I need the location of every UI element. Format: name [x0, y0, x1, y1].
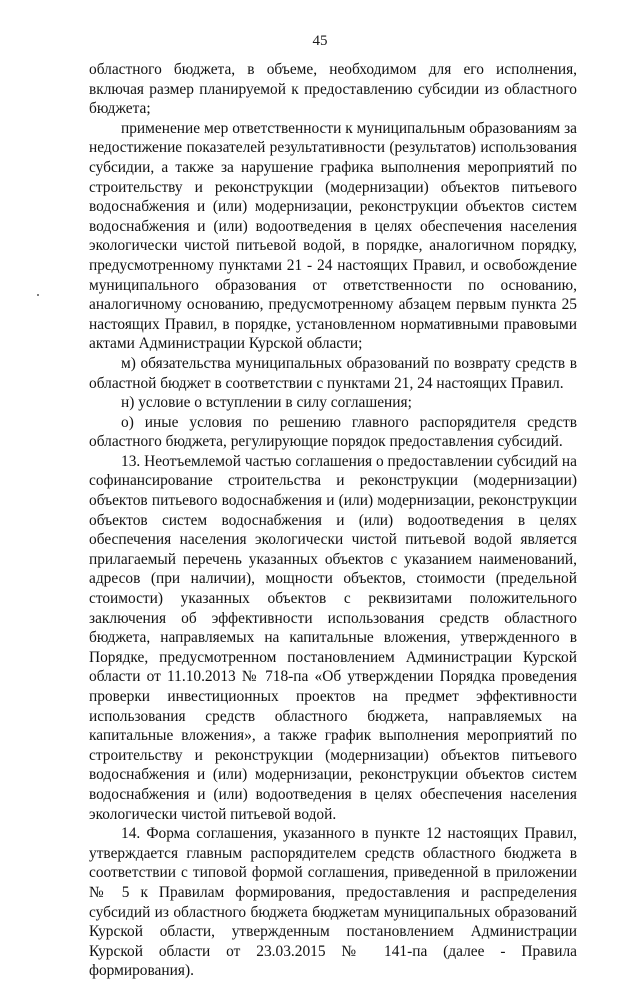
paragraph-responsibility-measures: применение мер ответственности к муниципальным образованиям за недостижение показателей результативности (результатов) использования субсидии, а также за нарушение графика выполнения мероприятий по строительству и реконструкции (модернизации) объектов питьевого водоснабжения и (или) модернизации, реконструкции объектов систем водоснабжения и (или) водоотведения в целях обеспечения населения экологически чистой питьевой водой, в порядке, аналогичном порядку, предусмотренному пунктами 21 - 24 настоящих Правил, и освобождение муниципального образования от ответственности по основанию, аналогичному основанию, предусмотренному абзацем первым пункта 25 настоящих Правил, в порядке, установленном нормативными правовыми актами Администрации Курской области; [89, 119, 577, 353]
paragraph-clause-14: 14. Форма соглашения, указанного в пункте 12 настоящих Правил, утверждается главным распорядителем средств областного бюджета в соответствии с типовой формой соглашения, приведенной в приложении № 5 к Правилам формирования, предоставления и распределения субсидий из областного бюджета бюджетам муниципальных образований Курской области, утвержденным постановлением Администрации Курской области от 23.03.2015 № 141-па (далее - Правила формирования). [89, 825, 577, 980]
document-body [89, 60, 577, 981]
paragraph-item-n: н) условие о вступлении в силу соглашения; [121, 394, 412, 412]
page-number: 45 [312, 33, 328, 49]
paragraph-item-m: м) обязательства муниципальных образований по возврату средств в областной бюджет в соответствии с пунктами 21, 24 настоящих Правил. [89, 354, 577, 392]
scan-dot-mark [37, 294, 39, 296]
paragraph-item-o: о) иные условия по решению главного распорядителя средств областного бюджета, регулирующие порядок предоставления субсидий. [89, 413, 577, 451]
paragraph-clause-13: 13. Неотъемлемой частью соглашения о предоставлении субсидий на софинансирование строительства и реконструкции (модернизации) объектов питьевого водоснабжения и (или) модернизации, реконструкции объектов систем водоснабжения и (или) водоотведения в целях обеспечения населения экологически чистой питьевой водой является прилагаемый перечень указанных объектов с указанием наименований, адресов (при наличии), мощности объектов, стоимости (предельной стоимости) указанных объектов с реквизитами положительного заключения об эффективности использования средств областного бюджета, направляемых на капитальные вложения, утвержденного в Порядке, предусмотренном постановлением Администрации Курской области от 11.10.2013 № 718-па «Об утверждении Порядка проведения проверки инвестиционных проектов на предмет эффективности использования средств областного бюджета, направляемых на капитальные вложения», а также график выполнения мероприятий по строительству и реконструкции (модернизации) объектов питьевого водоснабжения и (или) модернизации, реконструкции объектов систем водоснабжения и (или) водоотведения в целях обеспечения населения экологически чистой питьевой водой. [89, 452, 577, 823]
paragraph-continuation: областного бюджета, в объеме, необходимом для его исполнения, включая размер планируемой к предоставлению субсидии из областного бюджета; [89, 61, 577, 118]
